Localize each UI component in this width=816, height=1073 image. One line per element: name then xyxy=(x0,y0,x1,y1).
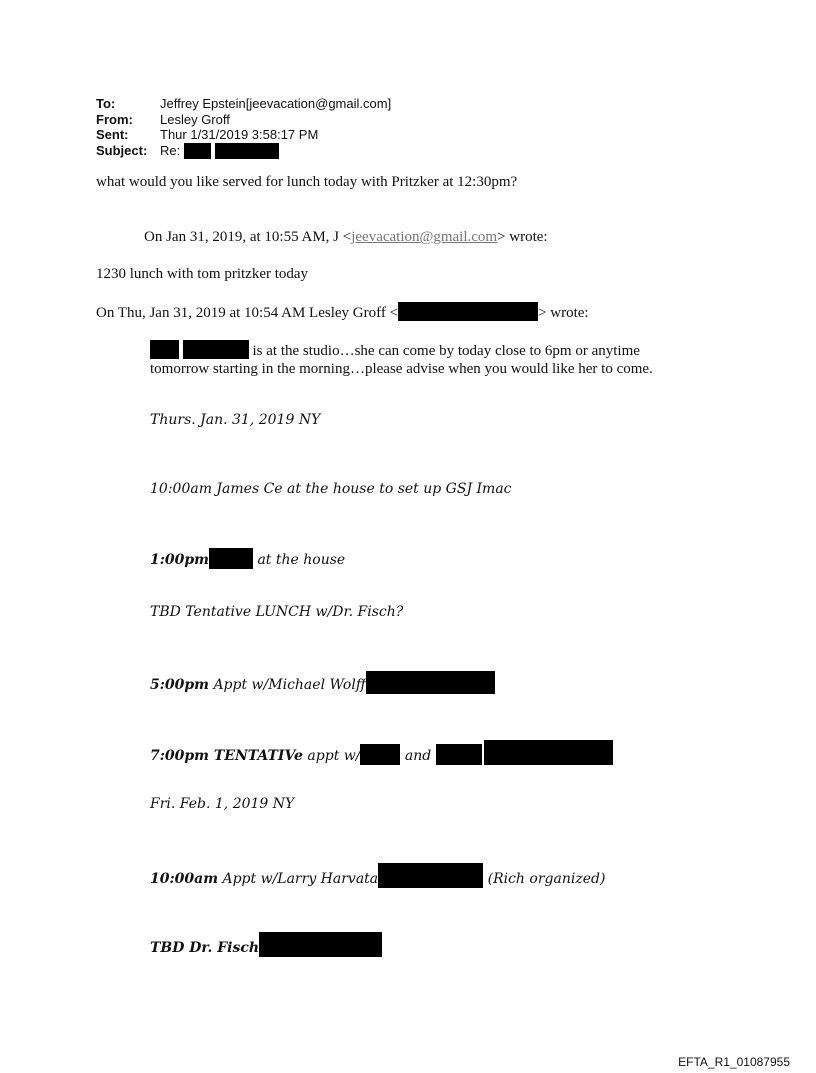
subject-value: Re: xyxy=(160,142,181,158)
redaction-box xyxy=(150,340,179,359)
quote1-suffix: > wrote: xyxy=(497,229,548,245)
to-row xyxy=(96,96,391,112)
item5-text: appt w/ xyxy=(302,748,361,764)
redaction-box xyxy=(215,143,279,159)
email-header xyxy=(96,96,391,159)
redaction-box xyxy=(366,671,495,694)
subject-row xyxy=(96,143,391,159)
from-row xyxy=(96,112,391,128)
to-label: To: xyxy=(96,96,116,111)
item4-text: Appt w/Michael Wolff xyxy=(209,677,366,693)
item6-note: (Rich organized) xyxy=(483,871,606,887)
day2-heading: Fri. Feb. 1, 2019 NY xyxy=(150,796,295,812)
quoted-header-2 xyxy=(96,302,589,322)
item2-text: at the house xyxy=(253,552,346,568)
item4-time: 5:00pm xyxy=(150,677,209,693)
quote2-prefix: On Thu, Jan 31, 2019 at 10:54 AM Lesley Groff < xyxy=(96,305,399,321)
redaction-box xyxy=(436,744,482,765)
item7-text: TBD Dr. Fisch xyxy=(150,940,260,956)
sent-label: Sent: xyxy=(96,127,129,142)
redaction-box xyxy=(183,340,249,359)
sent-value: Thur 1/31/2019 3:58:17 PM xyxy=(160,127,319,142)
sent-row xyxy=(96,127,391,143)
schedule-item-7 xyxy=(150,932,382,958)
lunch-question: what would you like served for lunch today with Pritzker at 12:30pm? xyxy=(96,174,518,190)
day1-heading: Thurs. Jan. 31, 2019 NY xyxy=(150,412,321,428)
item5-time: 7:00pm TENTATIVe xyxy=(150,748,303,764)
schedule-item-3: TBD Tentative LUNCH w/Dr. Fisch? xyxy=(150,604,404,620)
redaction-box xyxy=(484,740,613,765)
item6-text: Appt w/Larry Harvata xyxy=(218,871,379,887)
schedule-item-5 xyxy=(150,740,613,766)
schedule-item-1: 10:00am James Ce at the house to set up GSJ Imac xyxy=(150,481,512,497)
redaction-box xyxy=(209,548,253,569)
quote1-prefix: On Jan 31, 2019, at 10:55 AM, J < xyxy=(144,229,352,245)
reply-line: 1230 lunch with tom pritzker today xyxy=(96,266,309,282)
subject-label: Subject: xyxy=(96,142,148,158)
schedule-item-2 xyxy=(150,548,345,570)
studio-paragraph xyxy=(150,340,675,378)
schedule-item-4 xyxy=(150,671,495,695)
redaction-box xyxy=(184,143,211,159)
item5-and: and xyxy=(400,748,436,764)
document-id: EFTA_R1_01087955 xyxy=(678,1055,790,1069)
from-label: From: xyxy=(96,111,133,127)
redaction-box xyxy=(378,863,483,888)
email-link[interactable]: jeevacation@gmail.com xyxy=(351,229,498,245)
to-value: Jeffrey Epstein[jeevacation@gmail.com] xyxy=(160,96,392,111)
from-value: Lesley Groff xyxy=(160,111,230,127)
redaction-box xyxy=(398,302,538,321)
redaction-box xyxy=(259,932,382,957)
redaction-box xyxy=(360,744,400,765)
quoted-header-1 xyxy=(144,228,548,246)
item2-time: 1:00pm xyxy=(150,552,209,568)
quote2-suffix: > wrote: xyxy=(538,305,589,321)
item6-time: 10:00am xyxy=(150,871,219,887)
studio-text: is at the studio…she can come by today close to 6pm or anytime tomorrow starting in the morning…please advise when you would like her to come. xyxy=(150,343,653,377)
schedule-item-6 xyxy=(150,863,605,889)
